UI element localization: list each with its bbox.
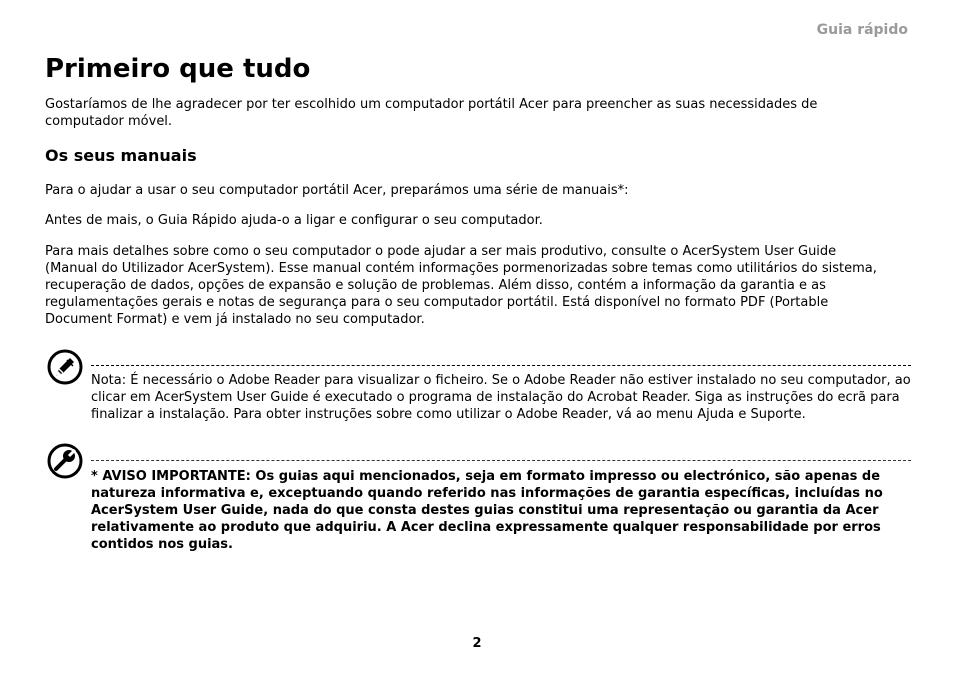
note-text: Nota: É necessário o Adobe Reader para visualizar o ficheiro. Se o Adobe Reader não estiver instalado no seu computador, ao clicar em AcerSystem User Guide é executado o programa de instalação do Acrobat Reader. Siga as instruções do ecrã para finalizar a instalação. Para obter instruções sobre como utilizar o Adobe Reader, vá ao menu Ajuda e Suporte. xyxy=(91,373,911,422)
page-number: 2 xyxy=(472,636,482,651)
page-title: Primeiro que tudo xyxy=(45,54,311,84)
body-paragraph: Antes de mais, o Guia Rápido ajuda-o a ligar e configurar o seu computador. xyxy=(45,213,543,228)
note-pencil-icon xyxy=(47,349,83,385)
section-label: Guia rápido xyxy=(816,22,908,38)
warning-divider xyxy=(91,460,911,461)
intro-paragraph: Gostaríamos de lhe agradecer por ter escolhido um computador portátil Acer para preencher as suas necessidades de computador móvel. xyxy=(45,97,818,129)
wrench-icon xyxy=(47,443,83,479)
section-subtitle: Os seus manuais xyxy=(45,146,197,165)
note-divider xyxy=(91,365,911,366)
body-paragraph: Para o ajudar a usar o seu computador portátil Acer, preparámos uma série de manuais*: xyxy=(45,183,629,198)
warning-text: * AVISO IMPORTANTE: Os guias aqui mencionados, seja em formato impresso ou electrónico, são apenas de natureza informativa e, exceptuando quando referido nas informações de garantia específicas, incluídas no AcerSystem User Guide, nada do que consta destes guias constitui uma representação ou garantia da Acer relativamente ao produto que adquiriu. A Acer declina expressamente qualquer responsabilidade por erros contidos nos guias. xyxy=(91,469,883,552)
body-paragraph: Para mais detalhes sobre como o seu computador o pode ajudar a ser mais produtivo, consulte o AcerSystem User Guide (Manual do Utilizador AcerSystem). Esse manual contém informações pormenorizadas sobre temas como utilitários do sistema, recuperação de dados, opções de expansão e solução de problemas. Além disso, contém a informação da garantia e as regulamentações gerais e notas de segurança para o seu computador portátil. Está disponível no formato PDF (Portable Document Format) e vem já instalado no seu computador. xyxy=(45,244,877,327)
